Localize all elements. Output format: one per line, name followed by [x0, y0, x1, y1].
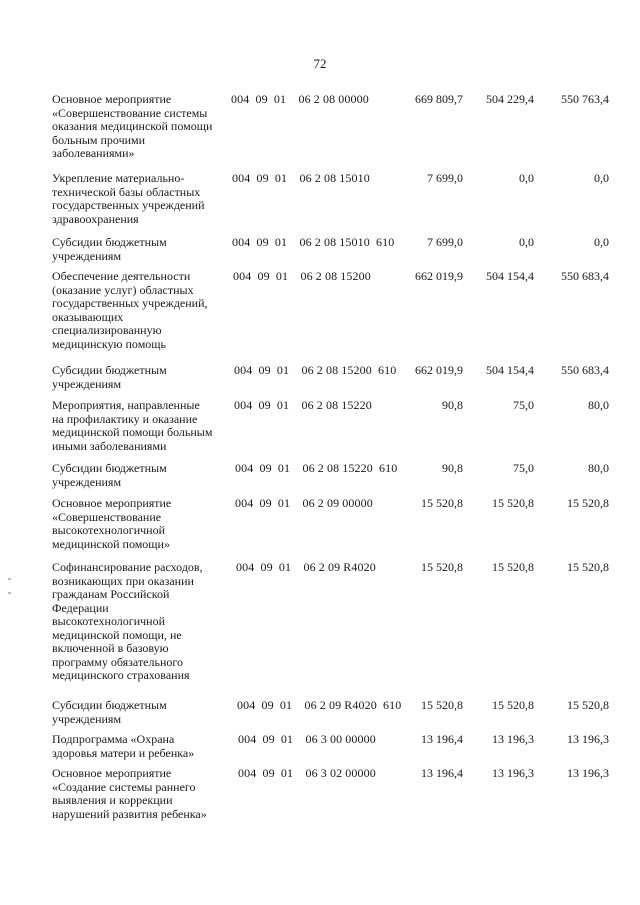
row-value-2: 15 520,8 [492, 560, 534, 574]
row-value-3: 80,0 [588, 398, 609, 412]
row-code: 004 09 01 06 2 08 15200 [233, 269, 371, 283]
row-value-3: 13 196,3 [567, 732, 609, 746]
row-code: 004 09 01 06 2 08 15220 610 [235, 461, 398, 475]
row-value-2: 504 154,4 [486, 269, 534, 283]
row-value-2: 504 154,4 [486, 363, 534, 377]
row-value-1: 15 520,8 [421, 698, 463, 712]
row-name: Подпрограмма «Охрана здоровья матери и ребенка» [52, 732, 195, 760]
row-value-3: 13 196,3 [567, 766, 609, 780]
row-code: 004 09 01 06 2 09 R4020 610 [237, 698, 402, 712]
row-code: 004 09 01 06 3 02 00000 [238, 766, 376, 780]
row-value-1: 662 019,9 [415, 269, 463, 283]
page-number: 72 [313, 56, 327, 71]
row-code: 004 09 01 06 3 00 00000 [238, 732, 376, 746]
row-name: Субсидии бюджетным учреждениям [52, 461, 167, 489]
row-value-1: 13 196,4 [421, 766, 463, 780]
row-value-2: 15 520,8 [492, 698, 534, 712]
row-value-2: 75,0 [513, 398, 534, 412]
row-name: Мероприятия, направленные на профилактику и оказание медицинской помощи больным иными заболеваниями [52, 398, 213, 453]
row-name: Субсидии бюджетным учреждениям [52, 698, 167, 726]
row-value-3: 0,0 [594, 171, 609, 185]
row-name: Укрепление материально- технической базы областных государственных учреждений здравоохранения [52, 171, 205, 226]
row-code: 004 09 01 06 2 08 00000 [231, 92, 369, 106]
row-value-3: 550 683,4 [561, 363, 609, 377]
row-value-3: 15 520,8 [567, 698, 609, 712]
row-value-1: 7 699,0 [427, 171, 463, 185]
row-code: 004 09 01 06 2 08 15220 [234, 398, 372, 412]
row-value-1: 13 196,4 [421, 732, 463, 746]
row-value-2: 75,0 [513, 461, 534, 475]
row-value-3: 550 763,4 [561, 92, 609, 106]
row-value-1: 662 019,9 [415, 363, 463, 377]
row-value-1: 15 520,8 [421, 560, 463, 574]
row-value-2: 504 229,4 [486, 92, 534, 106]
row-value-3: 15 520,8 [567, 496, 609, 510]
row-name: Субсидии бюджетным учреждениям [52, 363, 167, 391]
row-value-2: 0,0 [519, 171, 534, 185]
row-name: Обеспечение деятельности (оказание услуг) областных государственных учреждений, оказывающих специализированную медицинскую помощь [52, 269, 208, 351]
row-code: 004 09 01 06 2 08 15200 610 [234, 363, 397, 377]
row-name: Софинансирование расходов, возникающих при оказании гражданам Российской Федерации высокотехнологичной медицинской помощи, не включенной в базовую программу обязательного медицинского страхования [52, 560, 203, 682]
row-value-2: 0,0 [519, 235, 534, 249]
row-name: Основное мероприятие «Совершенствование высокотехнологичной медицинской помощи» [52, 496, 172, 551]
row-value-1: 90,8 [442, 398, 463, 412]
row-value-1: 669 809,7 [415, 92, 463, 106]
row-name: Основное мероприятие «Создание системы раннего выявления и коррекции нарушений развития ребенка» [52, 766, 207, 821]
row-value-3: 550 683,4 [561, 269, 609, 283]
row-value-3: 0,0 [594, 235, 609, 249]
row-name: Основное мероприятие «Совершенствование системы оказания медицинской помощи больным прочими заболеваниями» [52, 92, 213, 160]
row-code: 004 09 01 06 2 09 R4020 [236, 560, 376, 574]
row-value-1: 15 520,8 [421, 496, 463, 510]
row-value-2: 13 196,3 [492, 766, 534, 780]
row-value-3: 80,0 [588, 461, 609, 475]
row-value-1: 7 699,0 [427, 235, 463, 249]
row-code: 004 09 01 06 2 09 00000 [235, 496, 373, 510]
row-name: Субсидии бюджетным учреждениям [52, 235, 167, 263]
row-value-2: 15 520,8 [492, 496, 534, 510]
row-value-1: 90,8 [442, 461, 463, 475]
row-code: 004 09 01 06 2 08 15010 610 [232, 235, 395, 249]
row-code: 004 09 01 06 2 08 15010 [232, 171, 370, 185]
row-value-2: 13 196,3 [492, 732, 534, 746]
row-value-3: 15 520,8 [567, 560, 609, 574]
